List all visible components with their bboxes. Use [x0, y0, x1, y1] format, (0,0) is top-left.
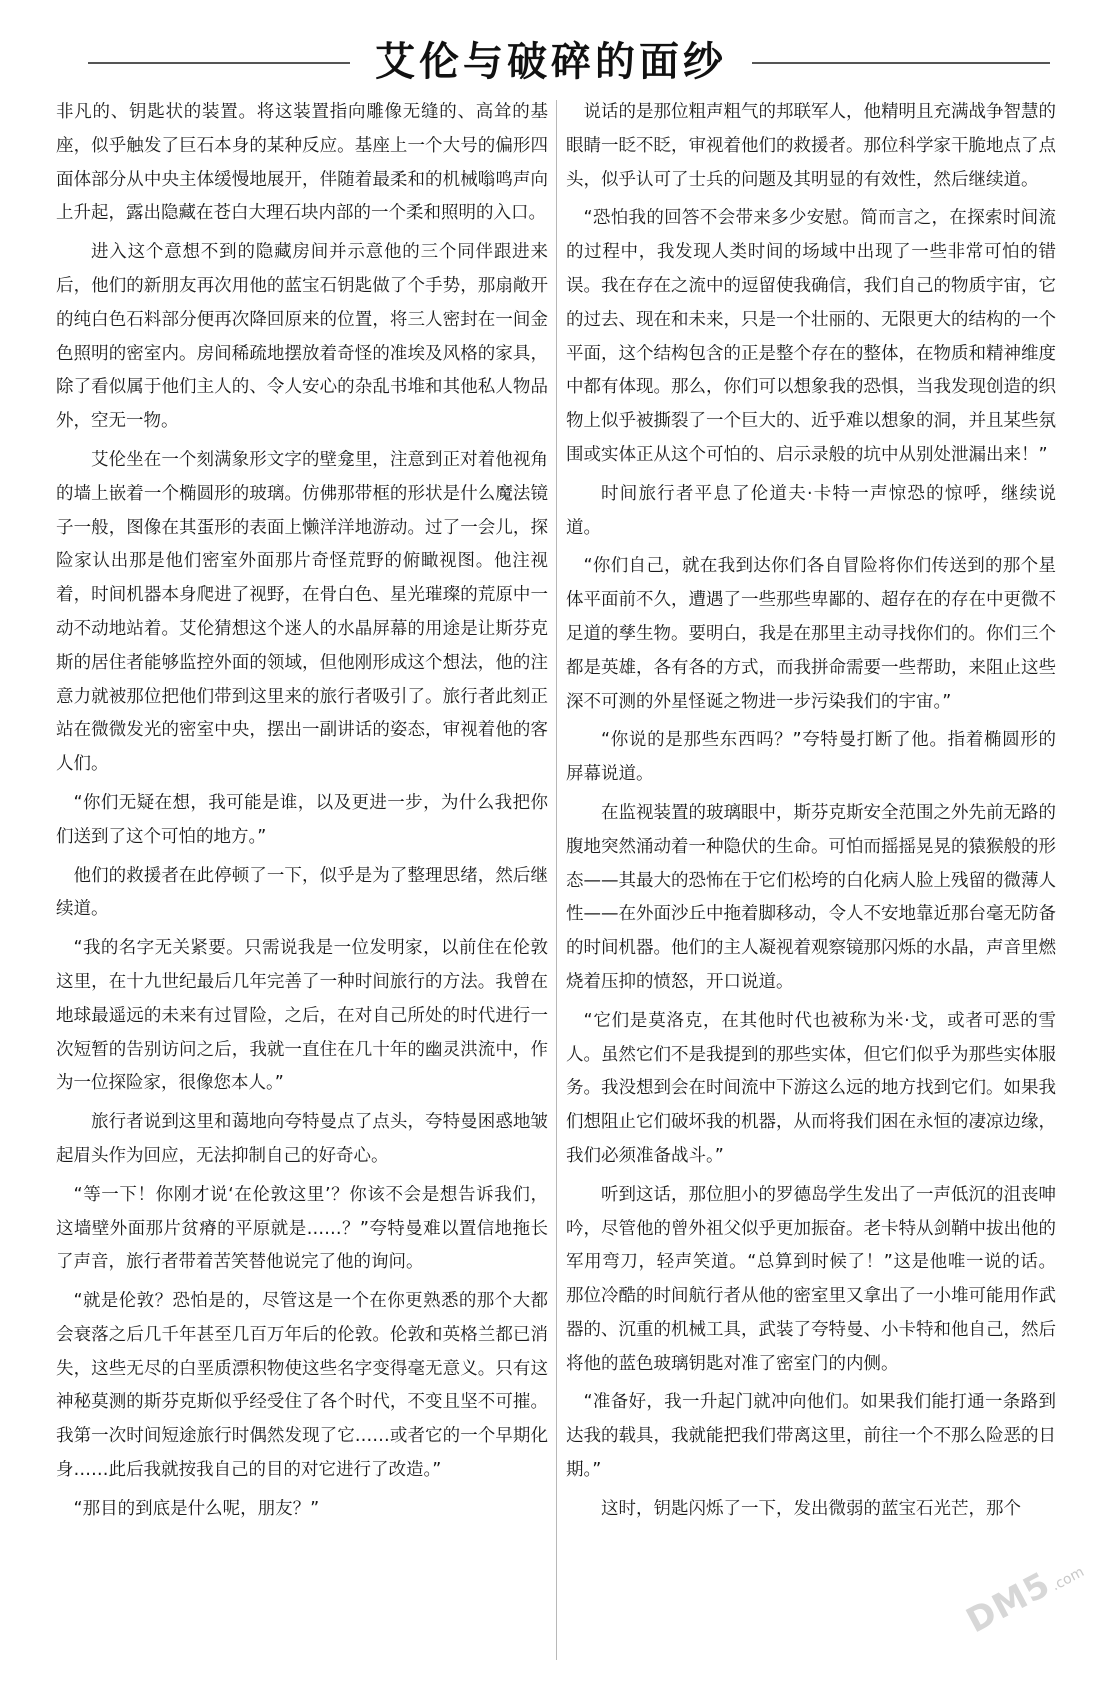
- paragraph: “它们是莫洛克，在其他时代也被称为米·戈，或者可恶的雪人。虽然它们不是我提到的那些实体，但它们似乎为那些实体服务。我没想到会在时间流中下游这么远的地方找到它们。如果我们想阻止它们破坏我的机器，从而将我们困在永恒的凄凉边缘，我们必须准备战斗。”: [566, 1010, 1056, 1166]
- paragraph: 说话的是那位粗声粗气的邦联军人，他精明且充满战争智慧的眼睛一眨不眨，审视着他们的救援者。那位科学家干脆地点了点头，似乎认可了士兵的问题及其明显的有效性，然后继续道。: [566, 102, 1056, 190]
- paragraph: “恐怕我的回答不会带来多少安慰。简而言之，在探索时间流的过程中，我发现人类时间的场域中出现了一些非常可怕的错误。我在存在之流中的逗留使我确信，我们自己的物质宇宙，它的过去、现在和未来，只是一个壮丽的、无限更大的结构的一个平面，这个结构包含的正是整个存在的整体，在物质和精神维度中都有体现。那么，你们可以想象我的恐惧，当我发现创造的织物上似乎被撕裂了一个巨大的、近乎难以想象的洞，并且某些氛围或实体正从这个可怕的、启示录般的坑中从别处泄漏出来！”: [566, 208, 1056, 465]
- paragraph: “准备好，我一升起门就冲向他们。如果我们能打通一条路到达我的载具，我就能把我们带离这里，前往一个不那么险恶的日期。”: [566, 1392, 1056, 1481]
- paragraph: 非凡的、钥匙状的装置。将这装置指向雕像无缝的、高耸的基座，似乎触发了巨石本身的某种反应。基座上一个大号的偏形四面体部分从中央主体缓慢地展开，伴随着最柔和的机械嗡鸣声向上升起，露出隐藏在苍白大理石块内部的一个柔和照明的入口。: [56, 102, 548, 224]
- paragraph: 在监视装置的玻璃眼中，斯芬克斯安全范围之外先前无路的腹地突然涌动着一种隐伏的生命。可怕而摇摇晃晃的猿猴般的形态——其最大的恐怖在于它们松垮的白化病人脸上残留的微薄人性——在外面沙丘中拖着脚移动，令人不安地靠近那台毫无防备的时间机器。他们的主人凝视着观察镜那闪烁的水晶，声音里燃烧着压抑的愤怒，开口说道。: [566, 802, 1056, 992]
- paragraph: 听到这话，那位胆小的罗德岛学生发出了一声低沉的沮丧呻吟，尽管他的曾外祖父似乎更加振奋。老卡特从剑鞘中拔出他的军用弯刀，轻声笑道。“总算到时候了！”这是他唯一说的话。那位冷酷的时间航行者从他的密室里又拿出了一小堆可能用作武器的、沉重的机械工具，武装了夸特曼、小卡特和他自己，然后将他的蓝色玻璃钥匙对准了密室门的内侧。: [566, 1184, 1056, 1374]
- paragraph: “你们自己，就在我到达你们各自冒险将你们传送到的那个星体平面前不久，遭遇了一些那些卑鄙的、超存在的存在中更微不足道的孳生物。要明白，我是在那里主动寻找你们的。你们三个都是英雄，各有各的方式，而我拼命需要一些帮助，来阻止这些深不可测的外星怪诞之物进一步污染我们的宇宙。”: [566, 556, 1056, 712]
- left-column: [56, 96, 548, 1676]
- paragraph: “就是伦敦？恐怕是的，尽管这是一个在你更熟悉的那个大都会衰落之后几千年甚至几百万年后的伦敦。伦敦和英格兰都已消失，这些无尽的白垩质漂积物使这些名字变得毫无意义。只有这神秘莫测的斯芬克斯似乎经受住了各个时代，不变且坚不可摧。我第一次时间短途旅行时偶然发现了它……或者它的一个早期化身……此后我就按我自己的目的对它进行了改造。”: [56, 1291, 548, 1481]
- paragraph: “你说的是那些东西吗？”夸特曼打断了他。指着椭圆形的屏幕说道。: [566, 730, 1056, 785]
- paragraph: 进入这个意想不到的隐藏房间并示意他的三个同伴跟进来后，他们的新朋友再次用他的蓝宝石钥匙做了个手势，那扇敞开的纯白色石料部分便再次降回原来的位置，将三人密封在一间金色照明的密室内。房间稀疏地摆放着奇怪的准埃及风格的家具，除了看似属于他们主人的、令人安心的杂乱书堆和其他私人物品外，空无一物。: [56, 242, 548, 432]
- paragraph: “我的名字无关紧要。只需说我是一位发明家，以前住在伦敦这里，在十九世纪最后几年完善了一种时间旅行的方法。我曾在地球最遥远的未来有过冒险，之后，在对自己所处的时代进行一次短暂的告别访问之后，我就一直住在几十年的幽灵洪流中，作为一位探险家，很像您本人。”: [56, 938, 548, 1094]
- column-divider: [556, 100, 557, 1660]
- paragraph: “等一下！你刚才说‘在伦敦这里’？你该不会是想告诉我们，这墙壁外面那片贫瘠的平原就是……？”夸特曼难以置信地拖长了声音，旅行者带着苦笑替他说完了他的询问。: [56, 1184, 548, 1273]
- watermark-logo-text: DM5: [960, 1564, 1058, 1642]
- right-column: [566, 96, 1056, 1676]
- paragraph: “那目的到底是什么呢，朋友？”: [73, 1498, 320, 1519]
- paragraph: 旅行者说到这里和蔼地向夸特曼点了点头，夸特曼困惑地皱起眉头作为回应，无法抑制自己的好奇心。: [56, 1112, 548, 1166]
- paragraph: 这时，钥匙闪烁了一下，发出微弱的蓝宝石光芒，那个: [601, 1498, 1021, 1519]
- paragraph: 艾伦坐在一个刻满象形文字的壁龛里，注意到正对着他视角的墙上嵌着一个椭圆形的玻璃。仿佛那带框的形状是什么魔法镜子一般，图像在其蛋形的表面上懒洋洋地游动。过了一会儿，探险家认出那是他们密室外面那片奇怪荒野的俯瞰视图。他注视着，时间机器本身爬进了视野，在骨白色、星光璀璨的荒原中一动不动地站着。艾伦猜想这个迷人的水晶屏幕的用途是让斯芬克斯的居住者能够监控外面的领域，但他刚形成这个想法，他的注意力就被那位把他们带到这里来的旅行者吸引了。旅行者此刻正站在微微发光的密室中央，摆出一副讲话的姿态，审视着他的客人们。: [56, 449, 548, 775]
- page-header: [0, 26, 1107, 86]
- paragraph: “你们无疑在想，我可能是谁，以及更进一步，为什么我把你们送到了这个可怕的地方。”: [56, 792, 548, 847]
- header-rule-right: [752, 62, 1050, 64]
- paragraph: 他们的救援者在此停顿了一下，似乎是为了整理思绪，然后继续道。: [56, 865, 548, 920]
- header-rule-left: [88, 62, 350, 64]
- page-title: 艾伦与破碎的面纱: [375, 39, 727, 85]
- paragraph: 时间旅行者平息了伦道夫·卡特一声惊恐的惊呼，继续说道。: [566, 483, 1056, 538]
- watermark-domain: .com: [1049, 1564, 1087, 1595]
